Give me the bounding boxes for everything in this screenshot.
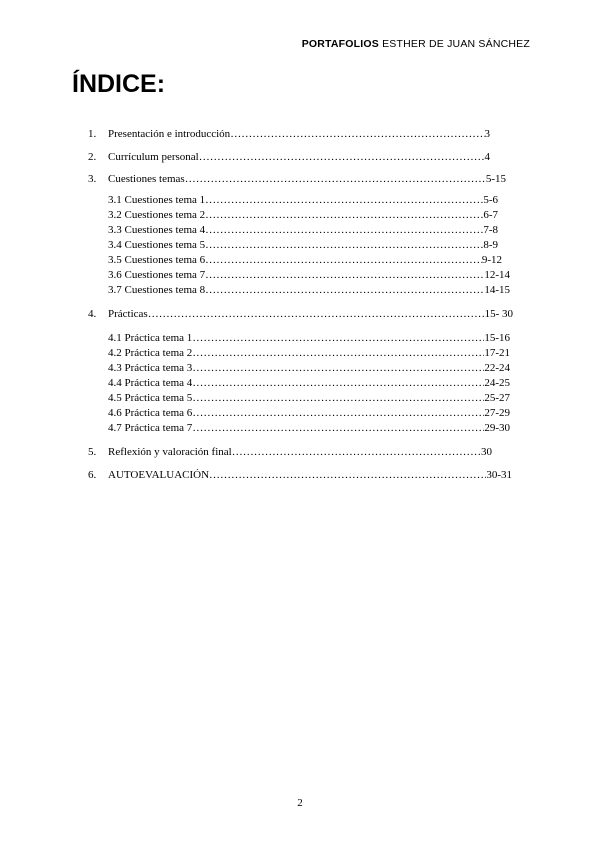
toc-leader-dots: [192, 347, 484, 359]
toc-subentry-label: 3.6 Cuestiones tema 7: [108, 269, 206, 281]
toc-entry-number: 1.: [88, 128, 97, 140]
toc-leader-dots: [199, 151, 485, 163]
page-header: [302, 38, 530, 50]
toc-entry-label: Currículum personal: [108, 151, 199, 163]
toc-subentry: [108, 377, 510, 389]
toc-entry-page: 3: [484, 128, 490, 140]
toc-leader-dots: [205, 254, 482, 266]
toc-subentry-page: 17-21: [484, 347, 510, 359]
toc-leader-dots: [209, 469, 486, 481]
toc-subentry: [108, 269, 510, 281]
toc-subentry: [108, 347, 510, 359]
toc-subentry-page: 27-29: [484, 407, 510, 419]
toc-subentry-label: 3.4 Cuestiones tema 5: [108, 239, 206, 251]
toc-subentry-page: 29-30: [484, 422, 510, 434]
toc-entry: [88, 446, 492, 458]
toc-leader-dots: [148, 308, 485, 320]
toc-subentry-label: 3.7 Cuestiones tema 8: [108, 284, 206, 296]
toc-entry: [88, 469, 512, 481]
toc-leader-dots: [205, 284, 484, 296]
toc-entry: [88, 308, 513, 320]
toc-subentry: [108, 209, 498, 221]
toc-leader-dots: [192, 362, 484, 374]
toc-subentry: [108, 362, 510, 374]
toc-subentry: [108, 332, 510, 344]
toc-leader-dots: [232, 446, 481, 458]
toc-subentry-page: 7-8: [483, 224, 498, 236]
toc-entry-label: AUTOEVALUACIÓN: [108, 469, 210, 481]
toc-entry-page: 30: [481, 446, 492, 458]
header-author: ESTHER DE JUAN SÁNCHEZ: [382, 38, 530, 50]
toc-leader-dots: [192, 407, 484, 419]
page-number: 2: [297, 797, 303, 809]
toc-subentry-page: 8-9: [483, 239, 498, 251]
toc-subentry: [108, 284, 510, 296]
toc-subentry: [108, 224, 498, 236]
toc-subentry-page: 5-6: [483, 194, 498, 206]
toc-subentry-page: 25-27: [484, 392, 510, 404]
toc-entry-page: 30-31: [486, 469, 512, 481]
toc-entry: [88, 128, 490, 140]
toc-leader-dots: [185, 173, 486, 185]
toc-subentry: [108, 239, 498, 251]
toc-subentry: [108, 392, 510, 404]
toc-leader-dots: [205, 209, 483, 221]
toc-subentry-page: 24-25: [484, 377, 510, 389]
toc-entry: [88, 151, 490, 163]
toc-subentry: [108, 422, 510, 434]
toc-subentry: [108, 194, 498, 206]
toc-subentry-label: 4.5 Práctica tema 5: [108, 392, 193, 404]
toc-entry-number: 6.: [88, 469, 97, 481]
toc-leader-dots: [205, 224, 483, 236]
toc-subentry-label: 3.3 Cuestiones tema 4: [108, 224, 206, 236]
toc-subentry-label: 3.2 Cuestiones tema 2: [108, 209, 206, 221]
toc-leader-dots: [205, 239, 483, 251]
toc-leader-dots: [192, 392, 484, 404]
toc-entry-label: Cuestiones temas: [108, 173, 185, 185]
toc-entry-page: 5-15: [485, 173, 506, 185]
toc-subentry: [108, 254, 502, 266]
toc-subentry-label: 3.1 Cuestiones tema 1: [108, 194, 206, 206]
toc-leader-dots: [205, 269, 484, 281]
toc-entry-number: 4.: [88, 308, 97, 320]
header-brand: PORTAFOLIOS: [301, 38, 379, 50]
toc-entry-label: Reflexión y valoración final: [108, 446, 232, 458]
toc-subentry-page: 14-15: [484, 284, 510, 296]
toc-leader-dots: [230, 128, 484, 140]
toc-entry-number: 3.: [88, 173, 97, 185]
toc-subentry-page: 9-12: [481, 254, 502, 266]
toc-subentry-label: 4.2 Práctica tema 2: [108, 347, 193, 359]
toc-leader-dots: [205, 194, 483, 206]
toc-subentry-page: 22-24: [484, 362, 510, 374]
toc-subentry-label: 4.7 Práctica tema 7: [108, 422, 193, 434]
toc-subentry-page: 15-16: [484, 332, 510, 344]
toc-subentry-label: 4.6 Práctica tema 6: [108, 407, 193, 419]
toc-entry-label: Prácticas: [108, 308, 148, 320]
toc-subentry-label: 4.3 Práctica tema 3: [108, 362, 193, 374]
toc-leader-dots: [192, 332, 484, 344]
toc-subentry-page: 6-7: [483, 209, 498, 221]
toc-entry-number: 5.: [88, 446, 97, 458]
toc-leader-dots: [192, 377, 484, 389]
toc-entry-page: 15- 30: [484, 308, 513, 320]
toc-subentry-label: 3.5 Cuestiones tema 6: [108, 254, 206, 266]
toc-leader-dots: [192, 422, 484, 434]
toc-entry-number: 2.: [88, 151, 97, 163]
page-title: ÍNDICE:: [72, 70, 166, 98]
toc-subentry-page: 12-14: [484, 269, 510, 281]
toc-entry-label: Presentación e introducción: [108, 128, 231, 140]
toc-entry: [88, 173, 506, 185]
toc-entry-page: 4: [484, 151, 490, 163]
toc-subentry: [108, 407, 510, 419]
toc-subentry-label: 4.4 Práctica tema 4: [108, 377, 193, 389]
toc-subentry-label: 4.1 Práctica tema 1: [108, 332, 193, 344]
